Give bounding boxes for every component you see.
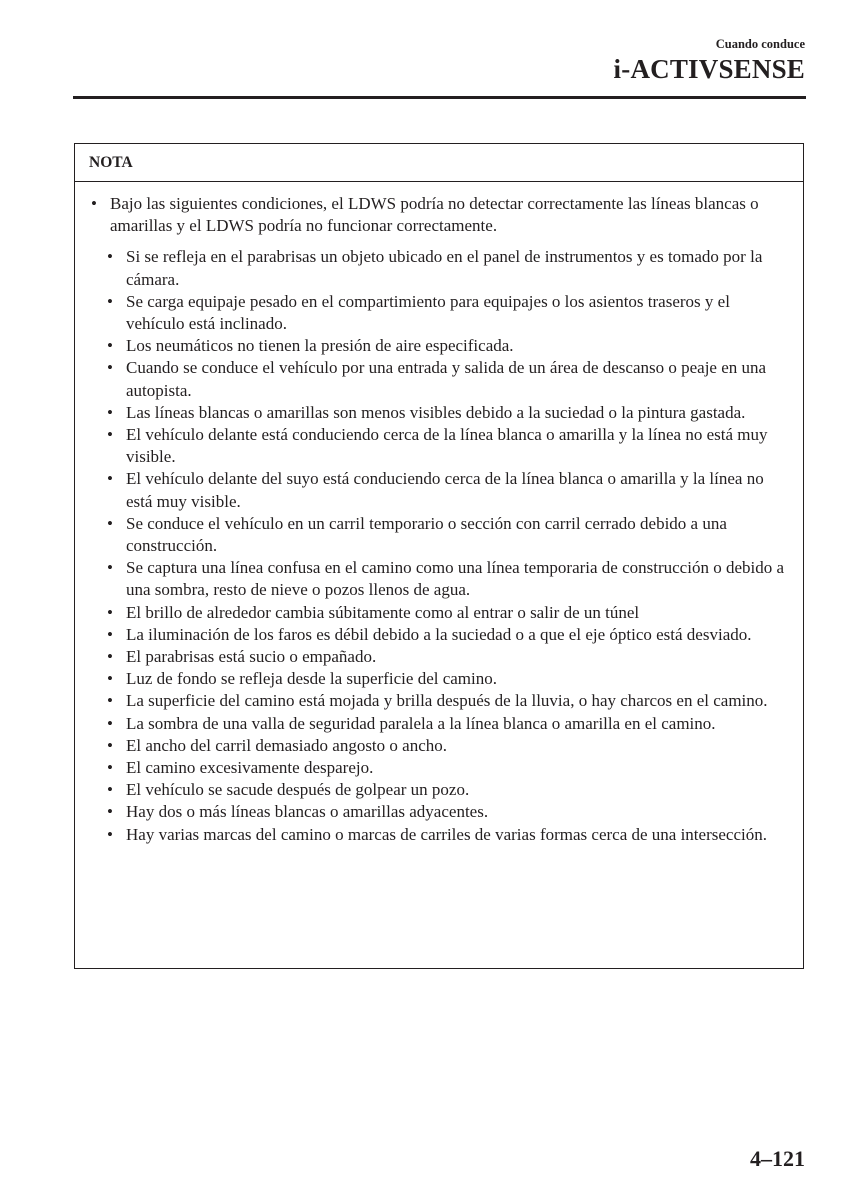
condition-text: Se captura una línea confusa en el camino como una línea temporaria de construcción o debido a una sombra, resto de nieve o pozos llenos de agua. — [126, 558, 785, 600]
bullet: • — [107, 735, 113, 755]
condition-text: El vehículo delante está conduciendo cerca de la línea blanca o amarilla y la línea no está muy visible. — [126, 425, 768, 467]
bullet: • — [107, 758, 113, 778]
condition-item — [106, 246, 791, 290]
condition-item — [106, 824, 791, 846]
bullet: • — [107, 358, 113, 378]
bullet: • — [107, 513, 113, 533]
condition-text: El ancho del carril demasiado angosto o ancho. — [126, 735, 447, 755]
condition-text: Se conduce el vehículo en un carril temporario o sección con carril cerrado debido a una construcción. — [126, 513, 727, 556]
condition-item — [106, 646, 791, 668]
condition-text: Luz de fondo se refleja desde la superficie del camino. — [126, 669, 498, 689]
condition-text: El vehículo se sacude después de golpear un pozo. — [126, 780, 470, 800]
bullet: • — [107, 669, 113, 689]
bullet: • — [107, 780, 113, 800]
condition-text: El camino excesivamente desparejo. — [126, 758, 374, 778]
condition-text: Hay varias marcas del camino o marcas de carriles de varias formas cerca de una intersección. — [126, 824, 767, 844]
bullet: • — [107, 802, 113, 822]
note-intro-item — [89, 193, 791, 237]
condition-item — [106, 801, 791, 823]
note-body — [75, 182, 803, 846]
bullet: • — [107, 647, 113, 667]
note-intro-text: Bajo las siguientes condiciones, el LDWS podría no detectar correctamente las líneas blancas o amarillas y el LDWS podría no funcionar correctamente. — [110, 194, 759, 236]
bullet: • — [107, 624, 113, 644]
condition-item — [106, 624, 791, 646]
page-header — [614, 36, 805, 85]
condition-item — [106, 690, 791, 712]
condition-text: El brillo de alrededor cambia súbitamente como al entrar o salir de un túnel — [126, 602, 640, 622]
condition-item — [106, 779, 791, 801]
condition-item — [106, 335, 791, 357]
bullet: • — [107, 247, 113, 267]
condition-text: Se carga equipaje pesado en el compartimiento para equipajes o los asientos traseros y el vehículo está inclinado. — [126, 291, 730, 334]
chapter-title: i-ACTIVSENSE — [613, 54, 805, 84]
bullet: • — [107, 336, 113, 356]
condition-text: La superficie del camino está mojada y brilla después de la lluvia, o hay charcos en el camino. — [126, 691, 768, 711]
condition-text: Los neumáticos no tienen la presión de aire especificada. — [126, 336, 514, 356]
condition-item — [106, 468, 791, 512]
condition-text: Si se refleja en el parabrisas un objeto ubicado en el panel de instrumentos y es tomado por la cámara. — [126, 247, 763, 289]
condition-item — [106, 757, 791, 779]
bullet: • — [107, 291, 113, 311]
condition-text: La sombra de una valla de seguridad paralela a la línea blanca o amarilla en el camino. — [126, 713, 716, 733]
condition-item — [106, 713, 791, 735]
condition-item — [106, 513, 791, 557]
page-number: 4–121 — [750, 1146, 805, 1171]
note-heading: NOTA — [75, 144, 803, 182]
condition-text: La iluminación de los faros es débil debido a la suciedad o a que el eje óptico está desviado. — [126, 624, 752, 644]
condition-item — [106, 402, 791, 424]
bullet: • — [107, 713, 113, 733]
condition-item — [106, 424, 791, 468]
header-rule — [73, 96, 806, 99]
condition-item — [106, 668, 791, 690]
condition-text: Hay dos o más líneas blancas o amarillas adyacentes. — [126, 802, 489, 822]
bullet: • — [91, 194, 97, 213]
condition-item — [106, 602, 791, 624]
bullet: • — [107, 602, 113, 622]
bullet: • — [107, 824, 113, 844]
condition-text: Cuando se conduce el vehículo por una entrada y salida de un área de descanso o peaje en una autopista. — [126, 358, 767, 400]
condition-item — [106, 735, 791, 757]
condition-item — [106, 557, 791, 601]
condition-text: Las líneas blancas o amarillas son menos visibles debido a la suciedad o la pintura gastada. — [126, 402, 746, 422]
condition-item — [106, 291, 791, 335]
bullet: • — [107, 558, 113, 578]
section-label: Cuando conduce — [715, 37, 805, 51]
condition-text: El parabrisas está sucio o empañado. — [126, 647, 377, 667]
condition-item — [106, 357, 791, 401]
condition-list — [89, 246, 791, 845]
bullet: • — [107, 425, 113, 445]
bullet: • — [107, 691, 113, 711]
bullet: • — [107, 402, 113, 422]
bullet: • — [107, 469, 113, 489]
note-box — [74, 143, 804, 969]
condition-text: El vehículo delante del suyo está conduciendo cerca de la línea blanca o amarilla y la línea no está muy visible. — [126, 469, 764, 511]
